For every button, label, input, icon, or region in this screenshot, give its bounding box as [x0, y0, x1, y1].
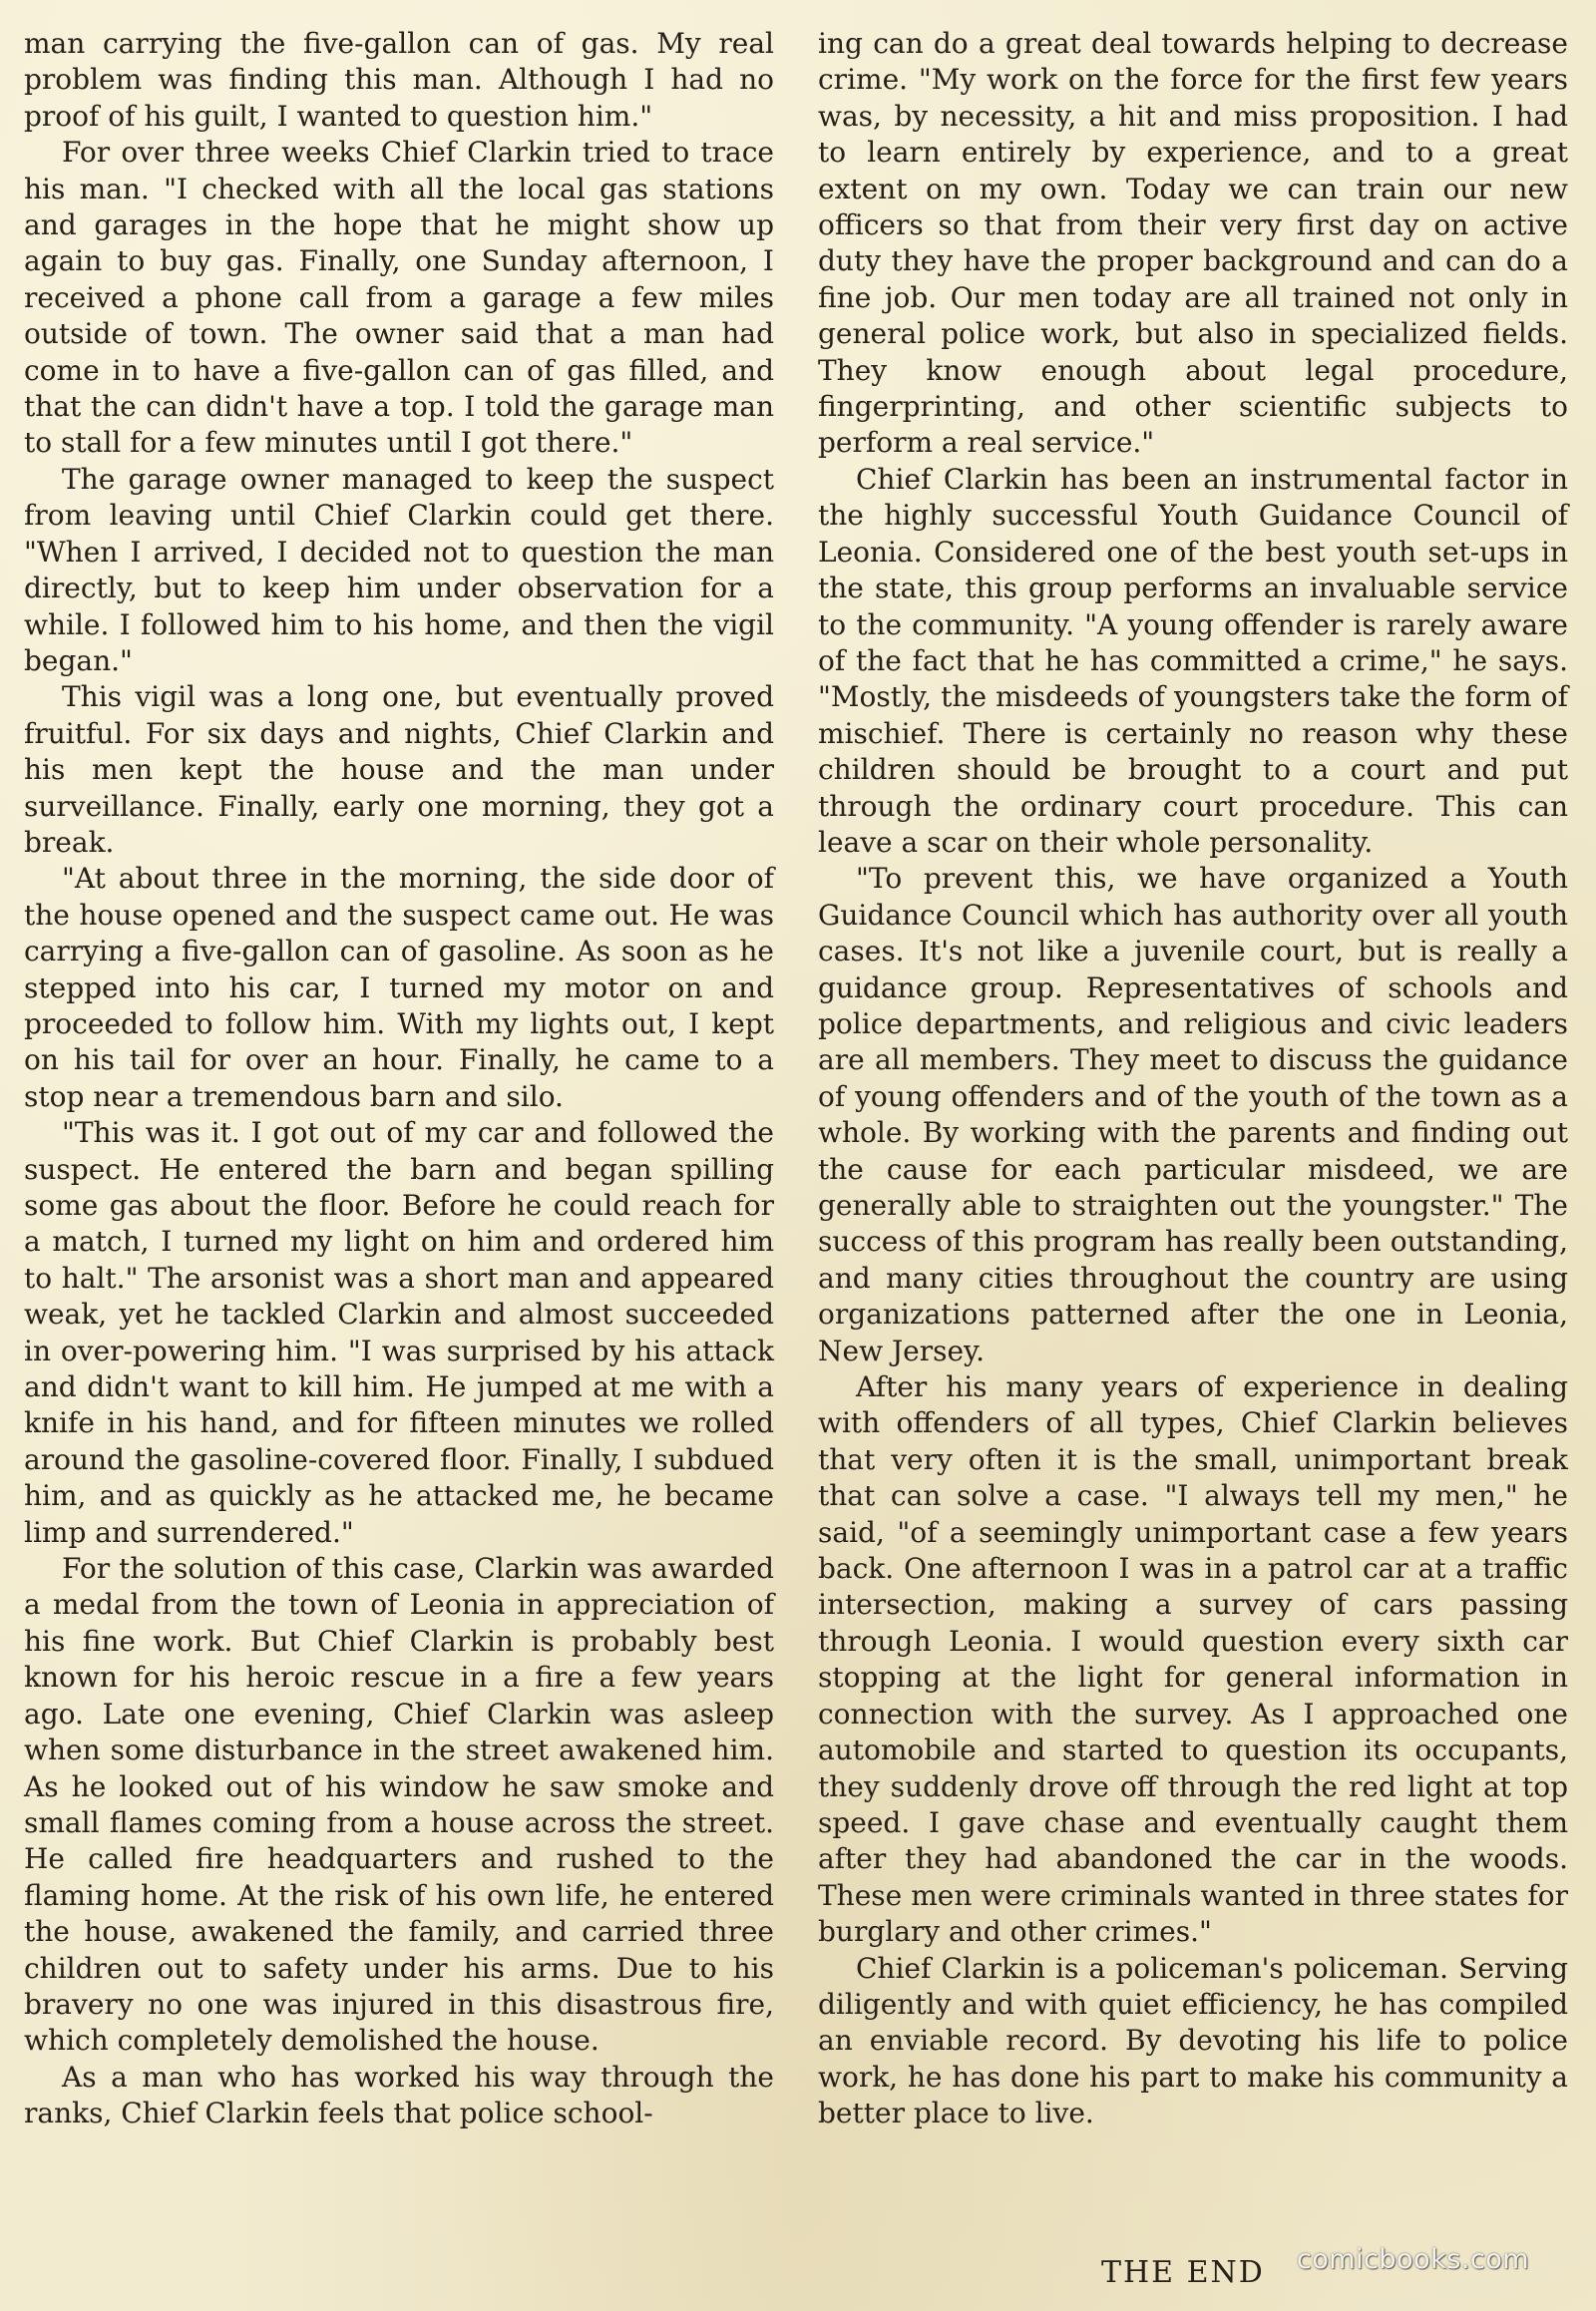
paragraph: After his many years of experience in dealing with offenders of all types, Chief Clarkin believes that very often it is the small, unimportant break that can solve a case. "I always tell my men," he said, "of a seemingly unimportant case a few years back. One afternoon I was in a patrol car at a traffic intersection, making a survey of cars passing through Leonia. I would question every sixth car stopping at the light for general information in connection with the survey. As I approached one automobile and started to question its occupants, they suddenly drove off through the red light at top speed. I gave chase and eventually caught them after they had abandoned the car in the woods. These men were criminals wanted in three states for burglary and other crimes." [818, 1370, 1568, 1949]
paragraph: Chief Clarkin is a policeman's policeman. Serving diligently and with quiet efficiency, he has compiled an enviable record. By devoting his life to police work, he has done his part to make his community a better place to live. [818, 1951, 1568, 2130]
paragraph: As a man who has worked his way through the ranks, Chief Clarkin feels that police school- [24, 2060, 774, 2130]
paragraph: For the solution of this case, Clarkin was awarded a medal from the town of Leonia in appreciation of his fine work. But Chief Clarkin is probably best known for his heroic rescue in a fire a few years ago. Late one evening, Chief Clarkin was asleep when some disturbance in the street awakened him. As he looked out of his window he saw smoke and small flames coming from a house across the street. He called fire headquarters and rushed to the flaming home. At the risk of his own life, he entered the house, awakened the family, and carried three children out to safety under his arms. Due to his bravery no one was injured in this disastrous fire, which completely demolished the house. [24, 1552, 774, 2058]
paragraph: For over three weeks Chief Clarkin tried to trace his man. "I checked with all the local gas stations and garages in the hope that he might show up again to buy gas. Finally, one Sunday afternoon, I received a phone call from a garage a few miles outside of town. The owner said that a man had come in to have a five-gallon can of gas filled, and that the can didn't have a top. I told the garage man to stall for a few minutes until I got there." [24, 136, 774, 460]
paragraph: "At about three in the morning, the side door of the house opened and the suspect came out. He was carrying a five-gallon can of gasoline. As soon as he stepped into his car, I turned my motor on and proceeded to follow him. With my lights out, I kept on his tail for over an hour. Finally, he came to a stop near a tremendous barn and silo. [24, 862, 774, 1113]
left-column [24, 26, 774, 2132]
paragraph: Chief Clarkin has been an instrumental factor in the highly successful Youth Guidance Council of Leonia. Considered one of the best youth set-ups in the state, this group performs an invaluable service to the community. "A young offender is rarely aware of the fact that he has committed a crime," he says. "Mostly, the misdeeds of youngsters take the form of mischief. There is certainly no reason why these children should be brought to a court and put through the ordinary court procedure. This can leave a scar on their whole personality. [818, 462, 1568, 859]
paragraph: This vigil was a long one, but eventually proved fruitful. For six days and nights, Chief Clarkin and his men kept the house and the man under surveillance. Finally, early one morning, they got a break. [24, 680, 774, 859]
paragraph: ing can do a great deal towards helping to decrease crime. "My work on the force for the first few years was, by necessity, a hit and miss proposition. I had to learn entirely by experience, and to a great extent on my own. Today we can train our new officers so that from their very first day on active duty they have the proper background and can do a fine job. Our men today are all trained not only in general police work, but also in specialized fields. They know enough about legal procedure, fingerprinting, and other scientific subjects to perform a real service." [818, 27, 1568, 460]
paragraph: "To prevent this, we have organized a Youth Guidance Council which has authority over all youth cases. It's not like a juvenile court, but is really a guidance group. Representatives of schools and police departments, and religious and civic leaders are all members. They meet to discuss the guidance of young offenders and of the youth of the town as a whole. By working with the parents and finding out the cause for each particular misdeed, we are generally able to straighten out the youngster." The success of this program has really been outstanding, and many cities throughout the country are using organizations patterned after the one in Leonia, New Jersey. [818, 862, 1568, 1367]
watermark: comicbooks.com [1297, 2244, 1530, 2275]
the-end-label: THE END [1101, 2255, 1265, 2290]
paragraph: man carrying the five-gallon can of gas. My real problem was finding this man. Although I had no proof of his guilt, I wanted to question him." [24, 27, 774, 133]
right-column [818, 26, 1568, 2132]
paragraph: The garage owner managed to keep the suspect from leaving until Chief Clarkin could get there. "When I arrived, I decided not to question the man directly, but to keep him under observation for a while. I followed him to his home, and then the vigil began." [24, 462, 774, 677]
paragraph: "This was it. I got out of my car and followed the suspect. He entered the barn and began spilling some gas about the floor. Before he could reach for a match, I turned my light on him and ordered him to halt." The arsonist was a short man and appeared weak, yet he tackled Clarkin and almost succeeded in over-powering him. "I was surprised by his attack and didn't want to kill him. He jumped at me with a knife in his hand, and for fifteen minutes we rolled around the gasoline-covered floor. Finally, I subdued him, and as quickly as he attacked me, he became limp and surrendered." [24, 1116, 774, 1549]
